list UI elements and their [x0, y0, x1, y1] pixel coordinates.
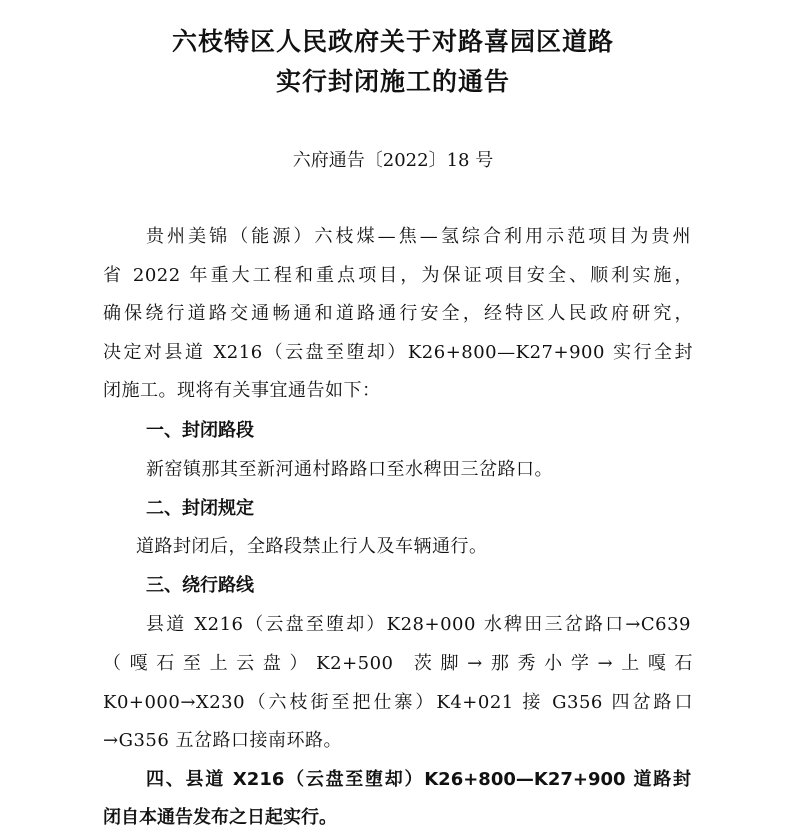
section-3-line-3: K0+000→X230（六枝街至把仕寨）K4+021 接 G356 四岔路口: [103, 692, 693, 713]
intro-line-3: 确保绕行道路交通畅通和道路通行安全，经特区人民政府研究，: [103, 303, 693, 324]
document-number: 六府通告〔2022〕18 号: [292, 150, 494, 171]
section-4-line-1: 四、县道 X216（云盘至堕却）K26+800—K27+900 道路封: [146, 769, 691, 790]
section-2-heading: 二、封闭规定: [146, 498, 254, 519]
section-3-line-2: （嘎石至上云盘）K2+500 茨脚→那秀小学→上嘎石: [103, 653, 693, 674]
intro-line-1: 贵州美锦（能源）六枝煤—焦—氢综合利用示范项目为贵州: [146, 226, 691, 247]
section-1-text: 新窑镇那其至新河通村路路口至水稗田三岔路口。: [146, 459, 553, 480]
intro-line-2: 省 2022 年重大工程和重点项目，为保证项目安全、顺利实施，: [103, 265, 693, 286]
section-3-heading: 三、绕行路线: [146, 575, 254, 596]
section-3-line-4: →G356 五岔路口接南环路。: [103, 730, 343, 751]
title-line-2: 实行封闭施工的通告: [275, 67, 510, 96]
intro-line-4: 决定对县道 X216（云盘至堕却）K26+800—K27+900 实行全封: [103, 342, 693, 363]
title-line-1: 六枝特区人民政府关于对路喜园区道路: [171, 27, 614, 56]
section-1-heading: 一、封闭路段: [146, 420, 254, 441]
section-2-text: 道路封闭后，全路段禁止行人及车辆通行。: [136, 536, 488, 557]
section-3-line-1: 县道 X216（云盘至堕却）K28+000 水稗田三岔路口→C639: [146, 614, 691, 635]
intro-line-5: 闭施工。现将有关事宜通告如下：: [103, 380, 381, 401]
section-4-line-2: 闭自本通告发布之日起实行。: [103, 807, 337, 828]
